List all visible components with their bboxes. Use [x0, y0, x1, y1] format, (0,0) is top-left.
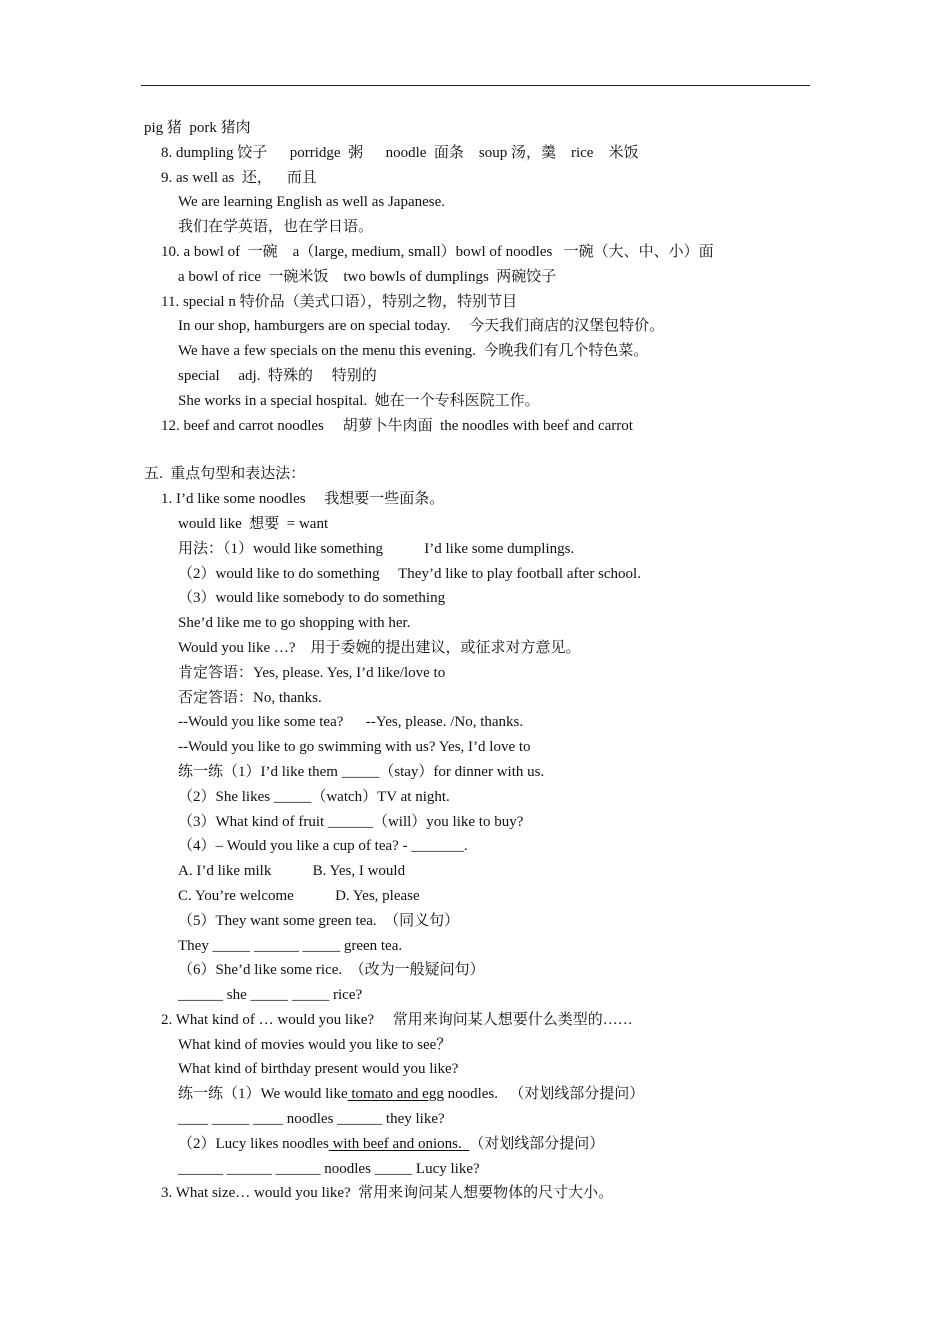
text-line: would like 想要 = want [178, 515, 329, 532]
text-line: special adj. 特殊的 特别的 [178, 367, 377, 384]
text-line: （2）would like to do something They’d like to play football after school. [178, 565, 641, 582]
text-line: In our shop, hamburgers are on special today. 今天我们商店的汉堡包特价。 [178, 318, 665, 335]
text-line: What kind of movies would you like to see？ [178, 1036, 452, 1053]
text-line: 否定答语：No, thanks. [178, 689, 322, 706]
text-line: 12. beef and carrot noodles 胡萝卜牛肉面 the noodles with beef and carrot [161, 417, 633, 434]
document-body [0, 116, 950, 1206]
text-line: We have a few specials on the menu this evening. 今晚我们有几个特色菜。 [178, 343, 649, 360]
text-segment: （对划线部分提问） [469, 1135, 605, 1152]
text-line: Would you like …? 用于委婉的提出建议，或征求对方意见。 [178, 639, 581, 656]
text-segment: 练一练（1）We would like [178, 1086, 348, 1103]
underlined-segment: with beef and onions. [328, 1135, 470, 1152]
text-line: We are learning English as well as Japanese. [178, 194, 446, 211]
text-line: 9. as well as 还， 而且 [161, 169, 317, 186]
text-line: 8. dumpling 饺子 porridge 粥 noodle 面条 soup 汤，羹 rice 米饭 [161, 144, 639, 161]
text-line: ______ ______ ______ noodles _____ Lucy like? [178, 1160, 480, 1177]
text-segment: noodles. （对划线部分提问） [443, 1086, 645, 1103]
text-line: C. You’re welcome D. Yes, please [178, 887, 420, 904]
text-line: 用法：（1）would like something I’d like some dumplings. [178, 540, 575, 557]
text-line: ____ _____ ____ noodles ______ they like? [178, 1111, 445, 1128]
header-rule [141, 85, 810, 86]
text-line: 11. special n 特价品（美式口语），特别之物，特别节目 [161, 293, 518, 310]
text-line: （3）What kind of fruit ______（will）you like to buy? [178, 813, 524, 830]
text-line: What kind of birthday present would you like? [178, 1061, 459, 1078]
text-line: --Would you like to go swimming with us? Yes, I’d love to [178, 739, 531, 756]
text-line: --Would you like some tea? --Yes, please. /No, thanks. [178, 714, 524, 731]
text-line: ______ she _____ _____ rice? [178, 987, 363, 1004]
text-line: 肯定答语：Yes, please. Yes, I’d like/love to [178, 664, 446, 681]
text-line: a bowl of rice 一碗米饭 two bowls of dumplings 两碗饺子 [178, 268, 557, 285]
underlined-segment: tomato and egg [347, 1086, 444, 1103]
text-line: 10. a bowl of 一碗 a（large, medium, small）bowl of noodles 一碗（大、中、小）面 [161, 243, 714, 260]
text-line: （2）She likes _____（watch）TV at night. [178, 788, 450, 805]
text-line: （4）– Would you like a cup of tea? - _______. [178, 838, 468, 855]
text-line: 2. What kind of … would you like? 常用来询问某人想要什么类型的…… [161, 1011, 633, 1028]
text-line: She works in a special hospital. 她在一个专科医院工作。 [178, 392, 540, 409]
text-line: 五. 重点句型和表达法： [144, 466, 306, 483]
text-segment: （2）Lucy likes noodles [178, 1135, 329, 1152]
blank-line [0, 438, 950, 462]
text-line: （3）would like somebody to do something [178, 590, 446, 607]
text-line: （5）They want some green tea. （同义句） [178, 912, 460, 929]
text-line: A. I’d like milk B. Yes, I would [178, 863, 406, 880]
text-line: （6）She’d like some rice. （改为一般疑问句） [178, 962, 485, 979]
text-line: 1. I’d like some noodles 我想要一些面条。 [161, 491, 445, 508]
text-line: They _____ ______ _____ green tea. [178, 937, 403, 954]
text-line: She’d like me to go shopping with her. [178, 615, 411, 632]
text-line: 我们在学英语，也在学日语。 [178, 219, 374, 236]
text-line: 练一练（1）I’d like them _____（stay）for dinner with us. [178, 763, 545, 780]
text-line: pig 猪 pork 猪肉 [144, 120, 251, 136]
text-line [0, 1082, 950, 1107]
text-line [0, 1132, 950, 1157]
text-line: 3. What size… would you like? 常用来询问某人想要物体的尺寸大小。 [161, 1185, 614, 1202]
